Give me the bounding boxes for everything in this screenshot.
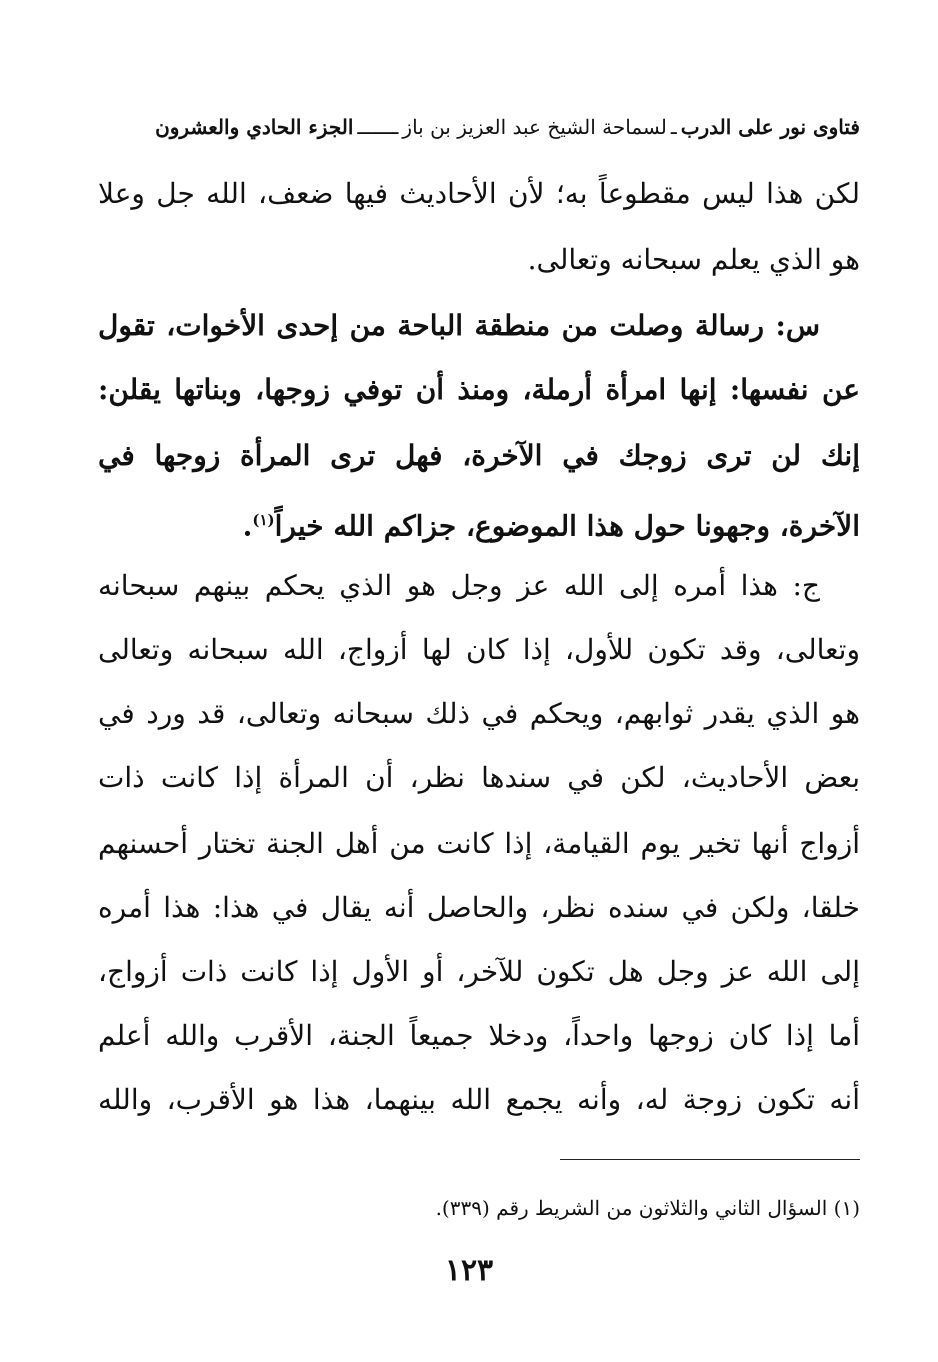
header-author: لسماحة الشيخ عبد العزيز بن باز bbox=[402, 115, 667, 139]
question-line bbox=[98, 500, 860, 546]
header-book-title: فتاوى نور على الدرب bbox=[680, 115, 860, 139]
question-end: . bbox=[242, 509, 253, 543]
footnote: (١) السؤال الثاني والثلاثون من الشريط رقم (٣٣٩). bbox=[435, 1196, 860, 1220]
answer-line: أما إذا كان زوجها واحداً، ودخلا جميعاً الجنة، الأقرب والله أعلم bbox=[98, 1019, 860, 1052]
answer-line: هو الذي يقدر ثوابهم، ويحكم في ذلك سبحانه وتعالى، قد ورد في bbox=[98, 697, 860, 730]
text-line: لكن هذا ليس مقطوعاً به؛ لأن الأحاديث فيها ضعف، الله جل وعلا bbox=[98, 177, 860, 210]
question-line: عن نفسها: إنها امرأة أرملة، ومنذ أن توفي زوجها، وبناتها يقلن: bbox=[98, 373, 860, 406]
answer-line: وتعالى، وقد تكون للأول، إذا كان لها أزواج، الله سبحانه وتعالى bbox=[98, 633, 860, 666]
answer-line: إلى الله عز وجل هل تكون للآخر، أو الأول إذا كانت ذات أزواج، bbox=[98, 955, 860, 988]
text-line: هو الذي يعلم سبحانه وتعالى. bbox=[527, 243, 860, 276]
running-header bbox=[98, 110, 860, 144]
question-line: إنك لن ترى زوجك في الآخرة، فهل ترى المرأة زوجها في bbox=[98, 439, 860, 472]
header-dash: ـــــــ bbox=[357, 115, 399, 139]
header-dash: ـ bbox=[670, 115, 677, 139]
footnote-divider bbox=[560, 1159, 860, 1160]
answer-line: بعض الأحاديث، لكن في سندها نظر، أن المرأة إذا كانت ذات bbox=[98, 761, 860, 794]
answer-line: ج: هذا أمره إلى الله عز وجل هو الذي يحكم بينهم سبحانه bbox=[98, 569, 820, 602]
question-text: الآخرة، وجهونا حول هذا الموضوع، جزاكم الله خيراً bbox=[274, 509, 860, 543]
answer-line: أزواج أنها تخير يوم القيامة، إذا كانت من أهل الجنة تختار أحسنهم bbox=[98, 827, 860, 860]
header-volume: الجزء الحادي والعشرون bbox=[155, 115, 354, 139]
answer-line: أنه تكون زوجة له، وأنه يجمع الله بينهما، هذا هو الأقرب، والله bbox=[98, 1083, 860, 1116]
question-line: س: رسالة وصلت من منطقة الباحة من إحدى الأخوات، تقول bbox=[98, 309, 820, 342]
answer-line: خلقا، ولكن في سنده نظر، والحاصل أنه يقال في هذا: هذا أمره bbox=[98, 891, 860, 924]
page-number: ١٢٣ bbox=[444, 1253, 494, 1288]
footnote-marker: (١) bbox=[252, 511, 275, 529]
